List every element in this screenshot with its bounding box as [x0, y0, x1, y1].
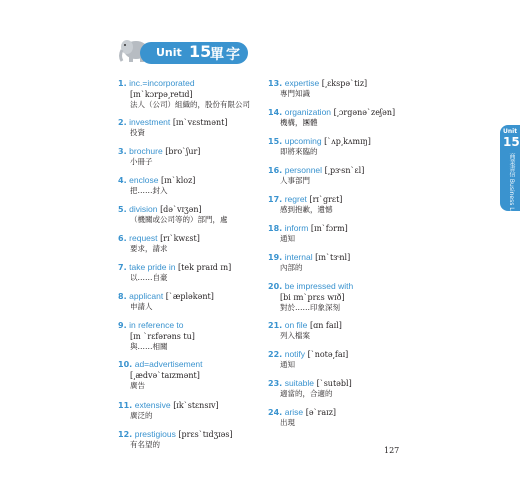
entry-number: 17. [268, 195, 283, 204]
entry-number: 10. [118, 360, 133, 369]
entry-phonetic: [ɪkˋstɛnsɪv] [173, 401, 219, 410]
entry-term: internal [284, 252, 313, 262]
entry-phonetic: [͵ædvəˋtaɪzmənt] [130, 371, 200, 380]
entry-term: personnel [284, 165, 323, 175]
vocab-entry [268, 252, 468, 281]
entry-term: in reference to [129, 320, 184, 330]
vocab-entry [268, 107, 468, 136]
entry-phonetic: [bi ɪmˋprɛs wɪð] [280, 293, 345, 302]
entry-term: expertise [284, 78, 320, 88]
entry-term: on file [284, 320, 308, 330]
vocab-entry [268, 349, 468, 378]
entry-phonetic: [ˋæpləkənt] [165, 292, 214, 301]
entry-number: 6. [118, 234, 127, 243]
entry-number: 22. [268, 350, 283, 359]
entry-number: 9. [118, 321, 127, 330]
entry-number: 1. [118, 79, 127, 88]
entry-number: 8. [118, 292, 127, 301]
entry-number: 20. [268, 282, 283, 291]
entry-number: 13. [268, 79, 283, 88]
entry-definition: 法人（公司）組織的，股份有限公司 [130, 100, 250, 109]
entry-number: 7. [118, 263, 127, 272]
entry-phonetic: [ˋʌp͵kʌmɪŋ] [324, 137, 371, 146]
entry-number: 12. [118, 430, 133, 439]
side-tab-unit-number: 15 [503, 135, 520, 149]
entry-number: 5. [118, 205, 127, 214]
entry-term: applicant [129, 291, 164, 301]
entry-definition: 通知 [280, 234, 295, 243]
entry-phonetic: [ˋnotə͵faɪ] [307, 350, 349, 359]
unit-number: 15 [189, 42, 212, 61]
entry-number: 16. [268, 166, 283, 175]
entry-definition: 出現 [280, 418, 295, 427]
vocab-entry [268, 78, 468, 107]
vocab-entry [268, 136, 468, 165]
unit-header [118, 40, 250, 66]
entry-term: inc.=incorporated [129, 78, 195, 88]
entry-definition: 對於……印象深刻 [280, 303, 340, 312]
vocab-entry [268, 223, 468, 252]
entry-phonetic: [͵ɔrgənəˋzeʃən] [333, 108, 396, 117]
entry-phonetic: [ɑn faɪl] [309, 321, 342, 330]
entry-term: take pride in [129, 262, 176, 272]
vocab-entry [268, 320, 468, 349]
entry-definition: 列入檔案 [280, 331, 310, 340]
entry-definition: 通知 [280, 360, 295, 369]
entry-number: 3. [118, 147, 127, 156]
entry-definition: 申請人 [130, 302, 153, 311]
entry-term: inform [284, 223, 309, 233]
entry-term: arise [284, 407, 304, 417]
vocab-entry [268, 165, 468, 194]
entry-definition: 即將來臨的 [280, 147, 318, 156]
entry-phonetic: [tek praɪd ɪn] [178, 263, 232, 272]
vocab-entry [268, 194, 468, 223]
side-tab-subtitle: 商業書信 Business Letters [508, 153, 515, 229]
entry-term: investment [129, 117, 171, 127]
vocab-entry [268, 378, 468, 407]
entry-definition: 要求，請求 [130, 244, 168, 253]
entry-phonetic: [ɪnˋtɝnl] [315, 253, 351, 262]
entry-term: enclose [129, 175, 159, 185]
entry-number: 14. [268, 108, 283, 117]
entry-phonetic: [ˋsutəbl] [316, 379, 352, 388]
entry-definition: 專門知識 [280, 89, 310, 98]
entry-phonetic: [broˋʃur] [165, 147, 201, 156]
entry-definition: 廣告 [130, 381, 145, 390]
entry-phonetic: [ɪnˋkɔrpə͵retɪd] [130, 90, 193, 99]
entry-definition: 廣泛的 [130, 411, 153, 420]
vocab-entry [268, 281, 468, 320]
entry-number: 23. [268, 379, 283, 388]
entry-definition: 投資 [130, 128, 145, 137]
entry-phonetic: [ɪnˋvɛstmənt] [172, 118, 228, 127]
entry-definition: 小冊子 [130, 157, 153, 166]
unit-word: Unit [156, 46, 182, 59]
entry-definition: 內部的 [280, 263, 303, 272]
entry-number: 19. [268, 253, 283, 262]
entry-definition: 適當的，合適的 [280, 389, 333, 398]
side-tab-unit-word: Unit [503, 128, 518, 135]
entry-number: 15. [268, 137, 283, 146]
entry-term: ad=advertisement [134, 359, 203, 369]
entry-number: 4. [118, 176, 127, 185]
entry-phonetic: [ɪnˋkloz] [161, 176, 196, 185]
entry-term: regret [284, 194, 307, 204]
entry-number: 18. [268, 224, 283, 233]
entry-term: suitable [284, 378, 315, 388]
entry-definition: 人事部門 [280, 176, 310, 185]
entry-phonetic: [͵pɝsnˋɛl] [324, 166, 365, 175]
entry-definition: 有名望的 [130, 440, 160, 449]
entry-number: 11. [118, 401, 133, 410]
entry-phonetic: [ɪnˋfɔrm] [310, 224, 348, 233]
entry-term: be impressed with [284, 281, 354, 291]
entry-term: notify [284, 349, 306, 359]
entry-definition: 感到抱歉，遺憾 [280, 205, 333, 214]
entry-term: organization [284, 107, 332, 117]
entry-phonetic: [rɪˋgrɛt] [309, 195, 343, 204]
entry-term: upcoming [284, 136, 322, 146]
entry-number: 24. [268, 408, 283, 417]
entry-phonetic: [prɛsˋtɪdʒɪəs] [178, 430, 233, 439]
entry-phonetic: [əˋraɪz] [305, 408, 337, 417]
unit-side-tab [500, 125, 520, 229]
entry-term: extensive [134, 400, 171, 410]
entry-term: brochure [129, 146, 163, 156]
entry-term: division [129, 204, 158, 214]
unit-badge [140, 42, 248, 64]
entry-term: request [129, 233, 158, 243]
entry-definition: 與……相關 [130, 342, 168, 351]
entry-phonetic: [rɪˋkwɛst] [160, 234, 200, 243]
entry-definition: （機關或公司等的）部門，處 [130, 215, 228, 224]
entry-number: 2. [118, 118, 127, 127]
entry-definition: 機構，團體 [280, 118, 318, 127]
vocab-entry [268, 407, 468, 436]
entry-term: prestigious [134, 429, 176, 439]
entry-phonetic: [dəˋvɪʒən] [160, 205, 202, 214]
page-title: 單字 [210, 47, 242, 63]
entry-phonetic: [ɪn ˋrɛfərəns tu] [130, 332, 195, 341]
entry-phonetic: [͵ɛkspəˋtiz] [321, 79, 368, 88]
entry-definition: 以……自豪 [130, 273, 168, 282]
entry-definition: 把……封入 [130, 186, 168, 195]
vocab-column-right [268, 78, 468, 436]
entry-number: 21. [268, 321, 283, 330]
page-number: 127 [384, 446, 400, 455]
